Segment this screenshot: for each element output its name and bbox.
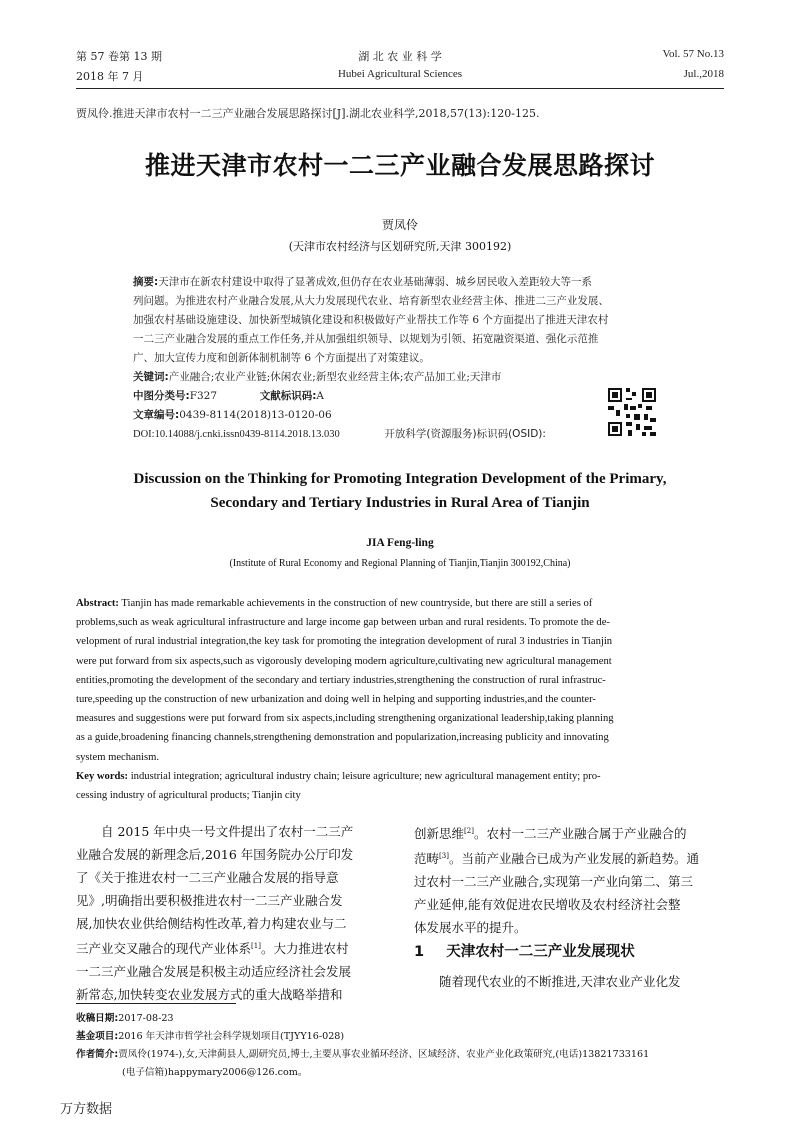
body-line: 。大力推进农村 <box>260 941 349 957</box>
author-bio: 贾凤伶(1974-),女,天津蓟县人,副研究员,博士,主要从事农业循环经济、区域经济、农业产业化政策研究,(电话)13821733161 <box>118 1049 650 1060</box>
body-line: 随着现代农业的不断推进,天津农业产业化发 <box>439 974 681 989</box>
doi: DOI:10.14088/j.cnki.issn0439-8114.2018.13.030 <box>133 429 340 440</box>
body-line: 。农村一二三产业融合属于产业融合的 <box>473 826 687 842</box>
abstract-cn-line: 广、加大宣传力度和创新体制机制等 6 个方面提出了对策建议。 <box>133 352 430 364</box>
body-line: 一二三产业融合发展是积极主动适应经济社会发展 <box>76 964 352 980</box>
body-line: 业融合发展的新理念后,2016 年国务院办公厅印发 <box>76 847 354 862</box>
journal-name-cn: 湖 北 农 业 科 学 <box>358 50 442 63</box>
clc-label: 中图分类号: <box>133 390 190 402</box>
body-left-column <box>76 820 390 1006</box>
body-line: 。当前产业融合已成为产业发展的新趋势。通 <box>448 851 699 867</box>
author-cn: 贾凤伶 <box>381 218 418 232</box>
abstract-cn-line: 加强农村基础设施建设、加快新型城镇化建设和积极做好产业帮扶工作等 6 个方面提出了推进天津农村 <box>133 314 609 326</box>
reference-2[interactable]: [2] <box>464 827 474 835</box>
body-right-column <box>414 820 726 939</box>
title-en-line: Discussion on the Thinking for Promoting Integration Development of the Primary, <box>133 471 667 487</box>
section-paragraph <box>414 970 726 993</box>
author-bio-label: 作者简介: <box>76 1049 119 1060</box>
watermark-logo: 万方数据 <box>60 1102 113 1117</box>
osid-label: 开放科学(资源服务)标识码(OSID): <box>384 428 546 440</box>
reference-1[interactable]: [1] <box>251 942 261 950</box>
abstract-cn-line: 列问题。为推进农村产业融合发展,从大力发展现代农业、培育新型农业经营主体、推进二三产业发展、 <box>133 295 609 307</box>
received-label: 收稿日期: <box>76 1013 119 1024</box>
abstract-en-line: measures and suggestions were put forward from six aspects,including strengthening organizational leadership,taking planning <box>76 713 614 725</box>
abstract-en-line: velopment of rural industrial integration,the key task for promoting the integration development of rural 3 industries in Tianjin <box>76 636 613 648</box>
abstract-en <box>76 594 724 805</box>
affiliation-en: (Institute of Rural Economy and Regional Planning of Tianjin,Tianjin 300192,China) <box>229 558 571 569</box>
doc-code-label: 文献标识码: <box>259 390 317 402</box>
qr-code-icon[interactable] <box>606 386 658 442</box>
abstract-cn-line: 天津市在新农村建设中取得了显著成效,但仍存在农业基础薄弱、城乡居民收入差距较大等一系 <box>158 276 593 288</box>
keywords-cn-label: 关键词: <box>133 371 169 383</box>
section-title: 天津农村一二三产业发展现状 <box>446 944 635 960</box>
abstract-en-line: ture,speeding up the construction of new urbanization and doing well in helping and supporting industries,and the counter- <box>76 694 596 706</box>
received-date: 2017-08-23 <box>118 1013 174 1024</box>
abstract-cn-line: 一二三产业融合发展的重点工作任务,并从加强组织领导、以规划为引领、拓宽融资渠道、强化示范推 <box>133 333 599 345</box>
body-line: 了《关于推进农村一二三产业融合发展的指导意 <box>76 870 339 885</box>
keywords-cn: 产业融合;农业产业链;休闲农业;新型农业经营主体;农产品加工业;天津市 <box>168 371 502 383</box>
section-number: 1 <box>414 944 425 960</box>
body-line: 展,加快农业供给侧结构性改革,着力构建农业与二 <box>76 916 347 931</box>
body-line: 范畴 <box>414 851 440 867</box>
article-no: 0439-8114(2018)13-0120-06 <box>179 409 332 421</box>
page-title: 推进天津市农村一二三产业融合发展思路探讨 <box>144 151 655 180</box>
doc-code-value: A <box>316 390 325 402</box>
abstract-en-line: problems,such as weak agricultural infrastructure and large income gap between urban and rural residents. To promote the de- <box>76 617 610 629</box>
volume-issue: 第 57 卷第 13 期 <box>76 50 162 63</box>
fund-text: 2016 年天津市哲学社会科学规划项目(TJYY16-028) <box>118 1031 345 1042</box>
abstract-en-line: were put forward from six aspects,such as vigorously developing modern agriculture,cultivating new agricultural management <box>76 655 612 667</box>
body-line: 产业延伸,能有效促进农民增收及农村经济社会整 <box>414 897 681 913</box>
title-en-line: Secondary and Tertiary Industries in Rural Area of Tianjin <box>210 495 590 511</box>
footnote-rule <box>76 1003 236 1004</box>
body-line: 自 2015 年中央一号文件提出了农村一二三产 <box>101 824 354 839</box>
footnotes <box>76 1010 726 1082</box>
author-email: (电子信箱)happymary2006@126.com。 <box>122 1067 308 1078</box>
date-en: Jul.,2018 <box>683 68 724 80</box>
abstract-en-line: entities,promoting the development of the secondary and tertiary industries,strengthening the construction of rural infrastruc- <box>76 674 606 686</box>
fund-label: 基金项目: <box>76 1031 119 1042</box>
citation: 贾凤伶.推进天津市农村一二三产业融合发展思路探讨[J].湖北农业科学,2018,57(13):120-125. <box>76 107 540 120</box>
abstract-en-line: Tianjin has made remarkable achievements in the construction of new countryside, but there are still a series of <box>118 598 593 609</box>
keywords-en-label: Key words: <box>76 770 129 782</box>
volume-en: Vol. 57 No.13 <box>662 48 724 60</box>
header-rule <box>76 88 724 89</box>
journal-name-en: Hubei Agricultural Sciences <box>337 68 463 80</box>
body-line: 三产业交叉融合的现代产业体系 <box>76 941 252 957</box>
body-line: 体发展水平的提升。 <box>414 920 527 936</box>
abstract-en-line: system mechanism. <box>76 751 159 763</box>
body-line: 创新思维 <box>414 826 465 842</box>
keywords-en-line: cessing industry of agricultural products; Tianjin city <box>76 790 301 802</box>
affiliation-cn: (天津市农村经济与区划研究所,天津 300192) <box>288 240 512 253</box>
issue-date: 2018 年 7 月 <box>76 70 144 83</box>
abstract-cn <box>133 273 673 444</box>
keywords-en-line: industrial integration; agricultural industry chain; leisure agriculture; new agricultural management entity; pro- <box>128 770 601 782</box>
title-en <box>0 467 800 515</box>
body-line: 过农村一二三产业融合,实现第一产业向第二、第三 <box>414 874 693 890</box>
section-heading <box>414 940 635 961</box>
clc-value: F327 <box>189 390 218 402</box>
abstract-en-line: as a guide,broadening financing channels,strengthening demonstration and popularization,increasing publicity and innovating <box>76 732 609 744</box>
abstract-cn-label: 摘要: <box>133 276 159 288</box>
body-line: 新常态,加快转变农业发展方式的重大战略举措和 <box>76 987 343 1003</box>
body-line: 见》,明确指出要积极推进农村一二三产业融合发 <box>76 893 343 908</box>
article-no-label: 文章编号: <box>133 409 180 421</box>
author-en: JIA Feng-ling <box>366 537 434 549</box>
abstract-en-label: Abstract: <box>76 598 119 609</box>
reference-3[interactable]: [3] <box>439 852 449 861</box>
